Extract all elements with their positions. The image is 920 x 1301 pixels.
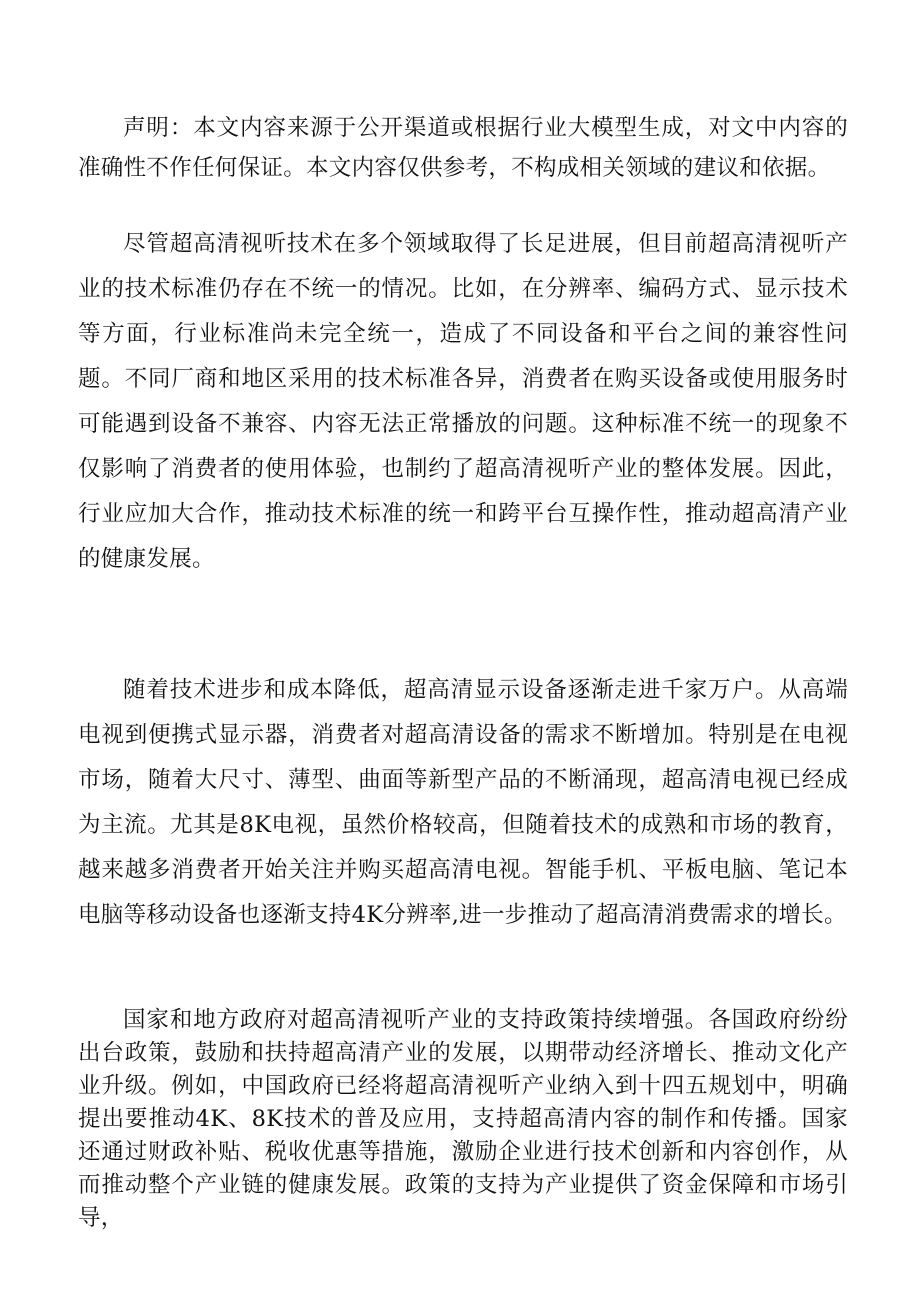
disclaimer-paragraph: 声明：本文内容来源于公开渠道或根据行业大模型生成，对文中内容的准确性不作任何保证。本文内容仅供参考，不构成相关领域的建议和依据。	[78, 115, 848, 181]
body-paragraph: 尽管超高清视听技术在多个领域取得了长足进展，但目前超高清视听产业的技术标准仍存在不统一的情况。比如，在分辨率、编码方式、显示技术等方面，行业标准尚未完全统一，造成了不同设备和平台之间的兼容性问题。不同厂商和地区采用的技术标准各异，消费者在购买设备或使用服务时可能遇到设备不兼容、内容无法正常播放的问题。这种标准不统一的现象不仅影响了消费者的使用体验，也制约了超高清视听产业的整体发展。因此，行业应加大合作，推动技术标准的统一和跨平台互操作性，推动超高清产业的健康发展。	[78, 231, 848, 572]
body-paragraph: 随着技术进步和成本降低，超高清显示设备逐渐走进千家万户。从高端电视到便携式显示器，消费者对超高清设备的需求不断增加。特别是在电视市场，随着大尺寸、薄型、曲面等新型产品的不断涌现，超高清电视已经成为主流。尤其是8K电视，虽然价格较高，但随着技术的成熟和市场的教育，越来越多消费者开始关注并购买超高清电视。智能手机、平板电脑、笔记本电脑等移动设备也逐渐支持4K分辨率,进一步推动了超高清消费需求的增长。	[78, 677, 848, 928]
body-paragraph: 国家和地方政府对超高清视听产业的支持政策持续增强。各国政府纷纷出台政策，鼓励和扶持超高清产业的发展，以期带动经济增长、推动文化产业升级。例如，中国政府已经将超高清视听产业纳入到十四五规划中，明确提出要推动4K、8K技术的普及应用，支持超高清内容的制作和传播。国家还通过财政补贴、税收优惠等措施，激励企业进行技术创新和内容创作，从而推动整个产业链的健康发展。政策的支持为产业提供了资金保障和市场引导，	[78, 1007, 848, 1231]
